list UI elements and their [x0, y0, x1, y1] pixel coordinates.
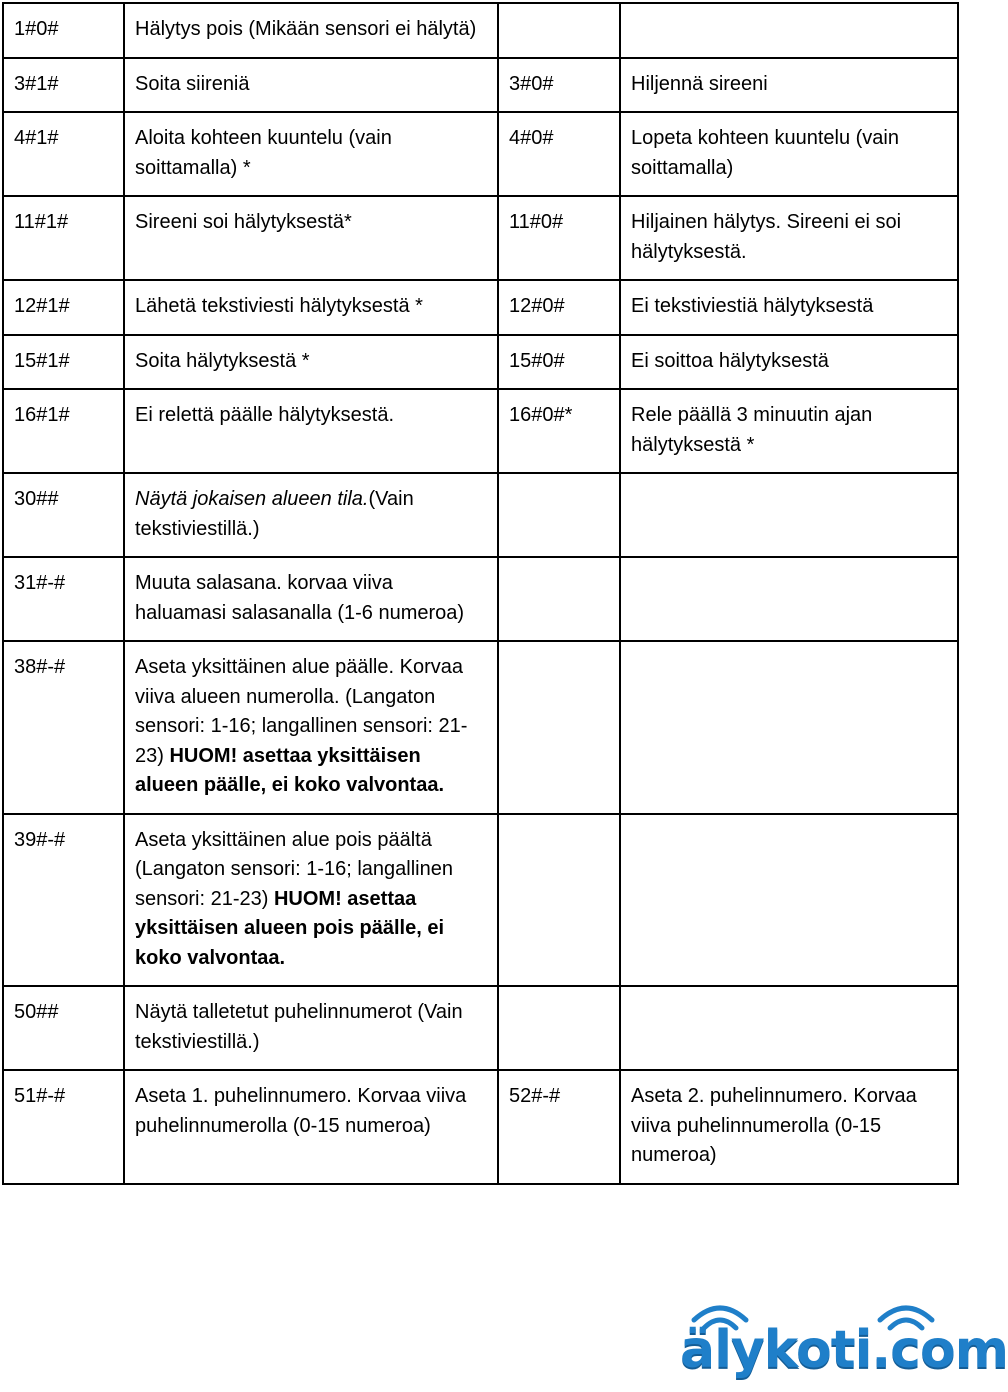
command-code: 30##	[3, 473, 124, 557]
command-table	[2, 2, 959, 1185]
command-code-off: 11#0#	[498, 196, 620, 280]
command-code: 16#1#	[3, 389, 124, 473]
command-description-off	[620, 3, 958, 58]
logo-text: älykoti.com	[680, 1320, 1008, 1380]
command-code-off: 3#0#	[498, 58, 620, 113]
command-code: 4#1#	[3, 112, 124, 196]
table-row	[3, 389, 958, 473]
command-description: Soita hälytyksestä *	[124, 335, 498, 390]
command-description	[124, 641, 498, 814]
command-code-off	[498, 814, 620, 987]
table-row	[3, 58, 958, 113]
command-description	[124, 473, 498, 557]
table-row	[3, 1070, 958, 1184]
command-description-off: Lopeta kohteen kuuntelu (vain soittamalla)	[620, 112, 958, 196]
table-row	[3, 3, 958, 58]
command-description-off	[620, 473, 958, 557]
command-code-off	[498, 473, 620, 557]
command-description: Ei relettä päälle hälytyksestä.	[124, 389, 498, 473]
command-code-off: 52#-#	[498, 1070, 620, 1184]
description-rest: (Vain tekstiviestillä.)	[135, 488, 414, 540]
command-code-off: 15#0#	[498, 335, 620, 390]
command-description: Näytä talletetut puhelinnumerot (Vain tekstiviestillä.)	[124, 986, 498, 1070]
command-description: Hälytys pois (Mikään sensori ei hälytä)	[124, 3, 498, 58]
description-text: Aseta yksittäinen alue päälle. Korvaa viiva alueen numerolla. (Langaton sensori: 1-16; langallinen sensori: 21-23)	[135, 656, 468, 767]
command-code-off	[498, 986, 620, 1070]
command-code: 39#-#	[3, 814, 124, 987]
command-description: Sireeni soi hälytyksestä*	[124, 196, 498, 280]
command-code: 51#-#	[3, 1070, 124, 1184]
command-description: Lähetä tekstiviesti hälytyksestä *	[124, 280, 498, 335]
description-warning: HUOM! asettaa yksittäisen alueen pois päälle, ei koko valvontaa.	[135, 887, 445, 969]
table-row	[3, 196, 958, 280]
command-description: Muuta salasana. korvaa viiva haluamasi salasanalla (1-6 numeroa)	[124, 557, 498, 641]
command-description-off: Hiljennä sireeni	[620, 58, 958, 113]
command-code: 11#1#	[3, 196, 124, 280]
command-description-off: Hiljainen hälytys. Sireeni ei soi hälytyksestä.	[620, 196, 958, 280]
table-row	[3, 641, 958, 814]
table-row	[3, 557, 958, 641]
command-description	[124, 814, 498, 987]
command-code-off	[498, 3, 620, 58]
command-code: 15#1#	[3, 335, 124, 390]
command-code: 50##	[3, 986, 124, 1070]
table-row	[3, 280, 958, 335]
command-description-off	[620, 641, 958, 814]
command-description-off: Aseta 2. puhelinnumero. Korvaa viiva puhelinnumerolla (0-15 numeroa)	[620, 1070, 958, 1184]
command-description-off: Rele päällä 3 minuutin ajan hälytyksestä *	[620, 389, 958, 473]
table-row	[3, 473, 958, 557]
command-description-off	[620, 814, 958, 987]
command-description-off	[620, 986, 958, 1070]
command-code-off	[498, 557, 620, 641]
command-description: Soita siireniä	[124, 58, 498, 113]
command-code: 38#-#	[3, 641, 124, 814]
command-code: 1#0#	[3, 3, 124, 58]
command-code-off: 12#0#	[498, 280, 620, 335]
description-italic: Näytä jokaisen alueen tila.	[135, 488, 369, 510]
command-code: 3#1#	[3, 58, 124, 113]
command-description-off: Ei tekstiviestiä hälytyksestä	[620, 280, 958, 335]
alykoti-logo	[680, 1298, 1008, 1388]
description-warning: HUOM! asettaa yksittäisen alueen päälle, ei koko valvontaa.	[135, 744, 445, 796]
description-text: Aseta yksittäinen alue pois päältä (Langaton sensori: 1-16; langallinen sensori: 21-23)	[135, 828, 453, 910]
table-row	[3, 112, 958, 196]
command-code: 31#-#	[3, 557, 124, 641]
command-code-off: 4#0#	[498, 112, 620, 196]
table-row	[3, 986, 958, 1070]
command-description: Aloita kohteen kuuntelu (vain soittamalla) *	[124, 112, 498, 196]
command-description-off: Ei soittoa hälytyksestä	[620, 335, 958, 390]
table-row	[3, 335, 958, 390]
command-description: Aseta 1. puhelinnumero. Korvaa viiva puhelinnumerolla (0-15 numeroa)	[124, 1070, 498, 1184]
command-description-off	[620, 557, 958, 641]
command-code-off: 16#0#*	[498, 389, 620, 473]
command-code-off	[498, 641, 620, 814]
table-row	[3, 814, 958, 987]
command-code: 12#1#	[3, 280, 124, 335]
